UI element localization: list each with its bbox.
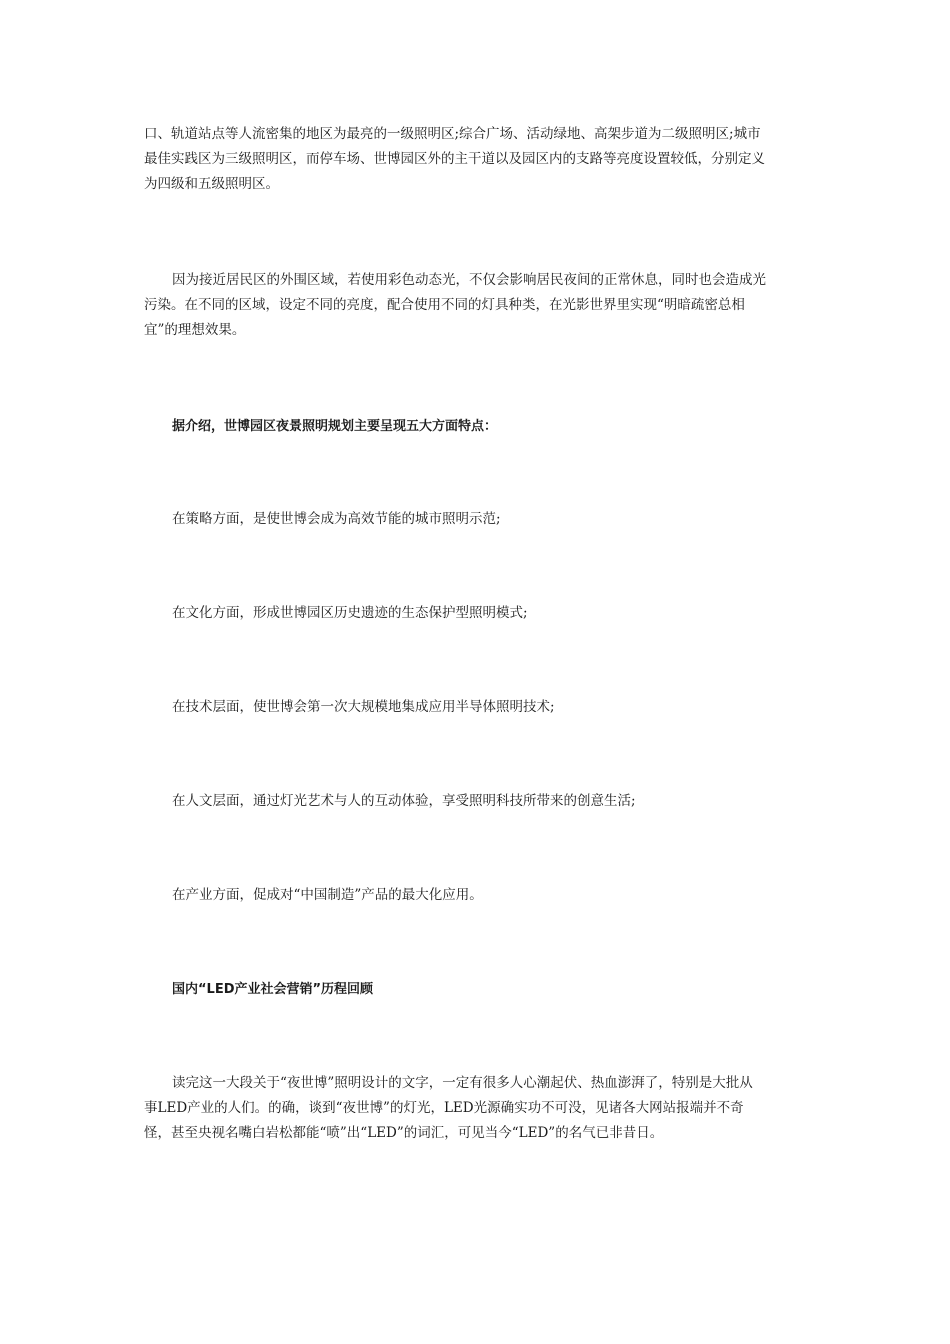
feature-item-technology: 在技术层面，使世博会第一次大规模地集成应用半导体照明技术; bbox=[172, 699, 555, 715]
feature-item-strategy: 在策略方面，是使世博会成为高效节能的城市照明示范; bbox=[172, 511, 501, 527]
paragraph-led-commentary bbox=[144, 1071, 806, 1146]
paragraph-lighting-zones bbox=[144, 122, 806, 197]
paragraph-residential-area bbox=[144, 268, 806, 343]
paragraph-line: 最佳实践区为三级照明区，而停车场、世博园区外的主干道以及园区内的支路等亮度设置较低，分别定义 bbox=[144, 151, 765, 167]
feature-item-industry: 在产业方面，促成对“中国制造”产品的最大化应用。 bbox=[172, 887, 483, 903]
feature-item-culture: 在文化方面，形成世博园区历史遗迹的生态保护型照明模式; bbox=[172, 605, 528, 621]
paragraph-line: 因为接近居民区的外围区域，若使用彩色动态光，不仅会影响居民夜间的正常休息，同时也会造成光 bbox=[172, 272, 766, 288]
heading-five-features: 据介绍，世博园区夜景照明规划主要呈现五大方面特点： bbox=[172, 419, 498, 434]
paragraph-line: 读完这一大段关于“夜世博”照明设计的文字，一定有很多人心潮起伏、热血澎湃了，特别是大批从 bbox=[172, 1075, 753, 1091]
paragraph-line: 为四级和五级照明区。 bbox=[144, 176, 279, 192]
paragraph-line: 口、轨道站点等人流密集的地区为最亮的一级照明区;综合广场、活动绿地、高架步道为二级照明区;城市 bbox=[144, 126, 761, 142]
heading-led-marketing-review: 国内“LED产业社会营销”历程回顾 bbox=[172, 982, 374, 997]
paragraph-line: 宜”的理想效果。 bbox=[144, 322, 246, 338]
paragraph-line: 污染。在不同的区域，设定不同的亮度，配合使用不同的灯具种类，在光影世界里实现“明暗疏密总相 bbox=[144, 297, 745, 313]
paragraph-line: 事LED产业的人们。的确，谈到“夜世博”的灯光，LED光源确实功不可没，见诸各大网站报端并不奇 bbox=[144, 1100, 744, 1116]
paragraph-line: 怪，甚至央视名嘴白岩松都能“喷”出“LED”的词汇，可见当今“LED”的名气已非昔日。 bbox=[144, 1125, 664, 1141]
feature-item-humanity: 在人文层面，通过灯光艺术与人的互动体验，享受照明科技所带来的创意生活; bbox=[172, 793, 636, 809]
